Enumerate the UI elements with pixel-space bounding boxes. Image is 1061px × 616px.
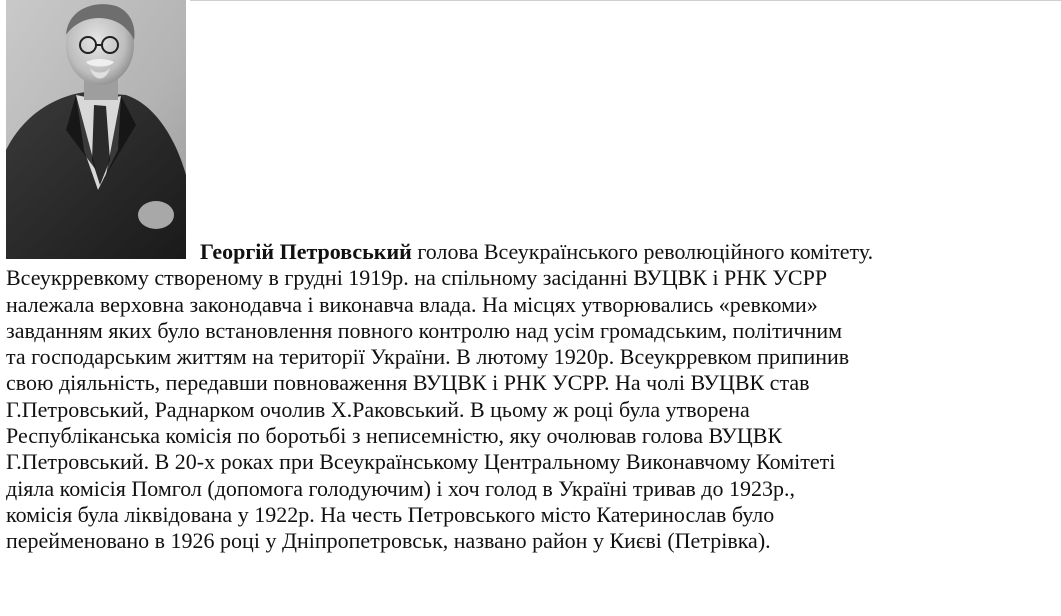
text-line-7: Республіканська комісія по боротьбі з неписемністю, яку очолював голова ВУЦВК [6,423,783,449]
first-line-text: голова Всеукраїнського революційного комітету. [411,239,874,264]
text-line-3: завданням яких було встановлення повного контролю над усім громадським, політичним [6,317,843,343]
text-line-11: перейменовано в 1926 році у Дніпропетровськ, названо район у Києві (Петрівка). [6,528,771,554]
text-line-10: комісія була ліквідована у 1922р. На честь Петровського місто Катеринослав було [6,501,775,527]
first-line [6,0,1056,265]
document-body [6,0,1056,555]
person-name: Георгій Петровський [200,239,412,264]
text-line-2: належала верховна законодавча і виконавча влада. На місцях утворювались «ревкоми» [6,291,818,317]
text-line-5: свою діяльність, передавши повноваження ВУЦВК і РНК УСРР. На чолі ВУЦВК став [6,370,810,396]
portrait-photo [6,0,186,259]
text-line-9: діяла комісія Помгол (допомога голодуючим) і хоч голод в Україні тривав до 1923р., [6,475,795,501]
text-line-6: Г.Петровський, Раднарком очолив Х.Раковський. В цьому ж році була утворена [6,396,750,422]
text-line-1: Всеукрревкому створеному в грудні 1919р. на спільному засіданні ВУЦВК і РНК УСРР [6,265,828,291]
text-line-4: та господарським життям на території України. В лютому 1920р. Всеукрревком припинив [6,344,850,370]
text-line-8: Г.Петровський. В 20-х роках при Всеукраїнському Центральному Виконавчому Комітеті [6,449,836,475]
